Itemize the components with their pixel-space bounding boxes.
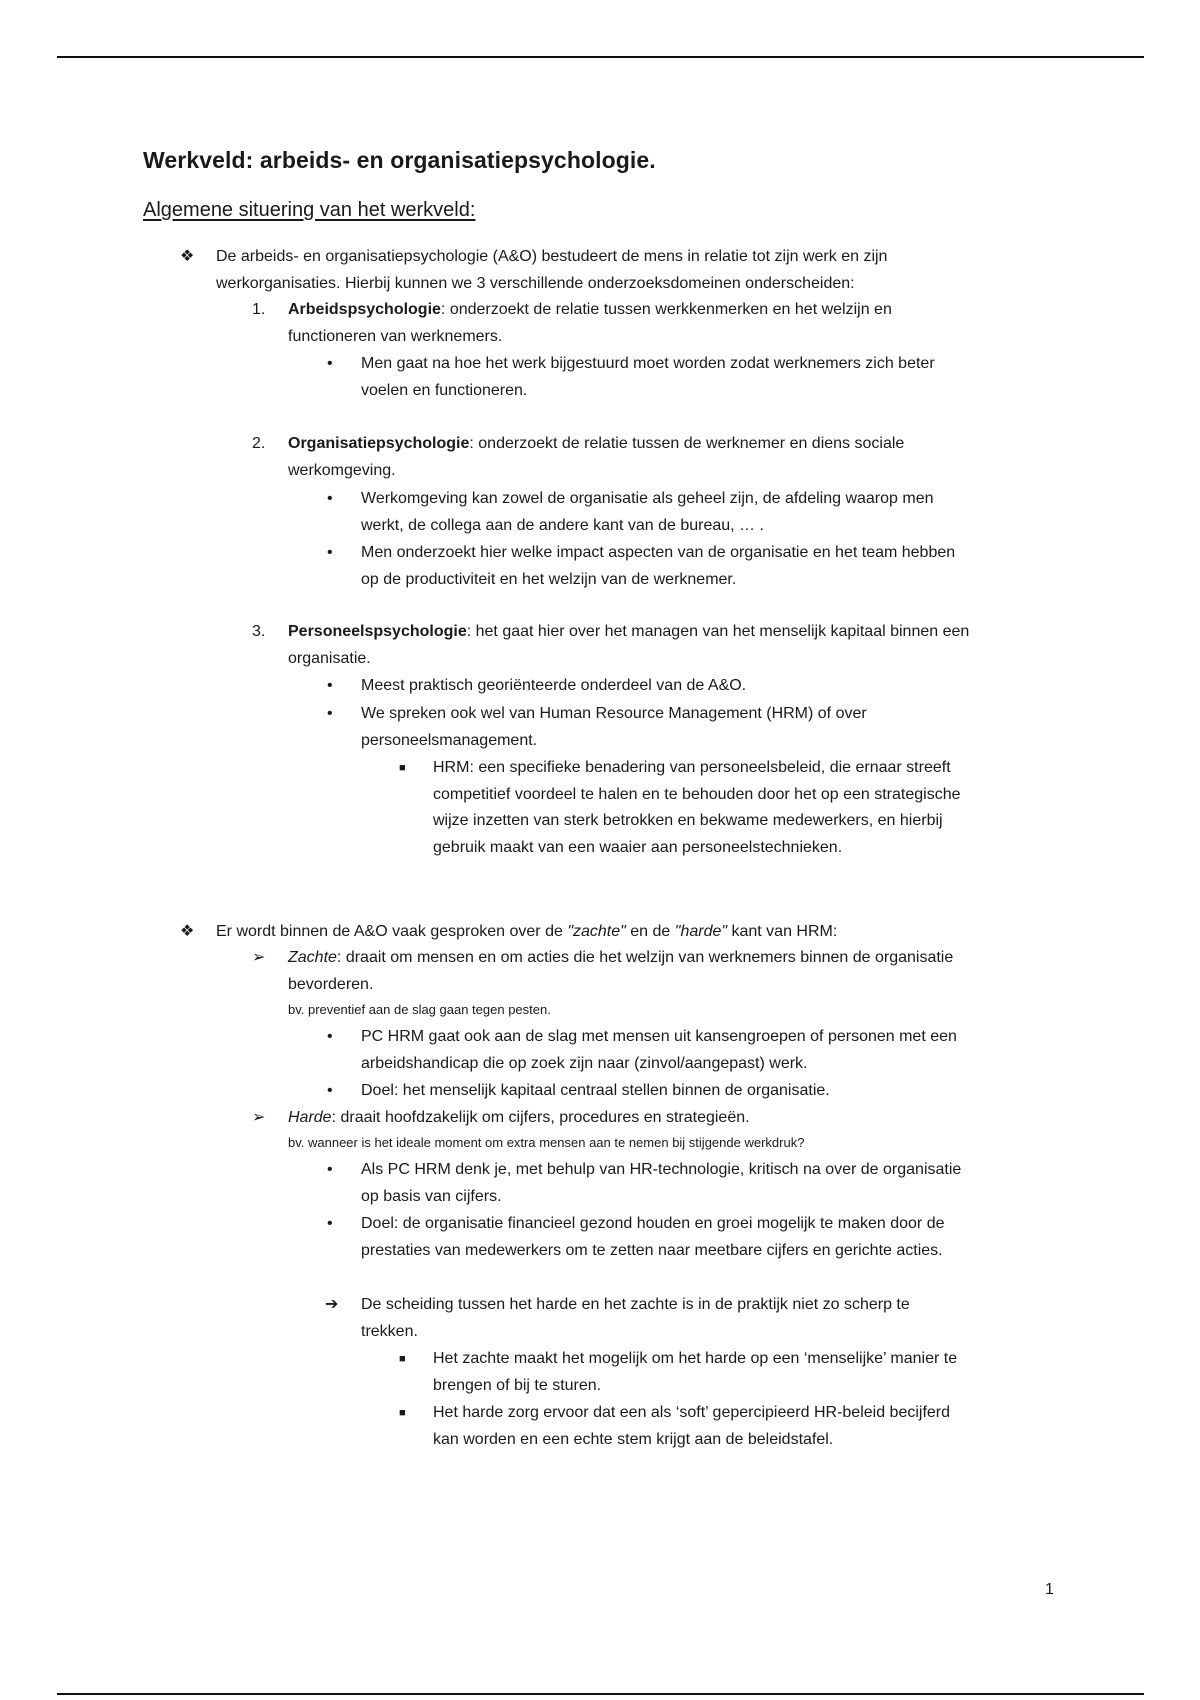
bullet-line: arbeidshandicap die op zoek zijn naar (zinvol/aangepast) werk. [361,1055,808,1072]
domain-number: 3. [252,623,266,640]
bullet-line: Doel: de organisatie financieel gezond houden en groei mogelijk te maken door de [361,1215,945,1232]
diamond-bullet-icon: ❖ [180,923,195,940]
arrowhead-bullet-icon: ➢ [252,949,266,966]
section-heading: Algemene situering van het werkveld: [143,199,476,221]
round-bullet-icon: • [327,1215,333,1232]
bullet-line: werkt, de collega aan de andere kant van de bureau, … . [361,517,764,534]
round-bullet-icon: • [327,677,333,694]
bullet-line: PC HRM gaat ook aan de slag met mensen uit kansengroepen of personen met een [361,1028,957,1045]
domain-line-2: organisatie. [288,650,371,667]
bullet-line: Men onderzoekt hier welke impact aspecten van de organisatie en het team hebben [361,544,956,561]
bullet-line: op basis van cijfers. [361,1188,502,1205]
bullet-line: prestaties van medewerkers om te zetten naar meetbare cijfers en gerichte acties. [361,1242,943,1259]
intro-line-2: werkorganisaties. Hierbij kunnen we 3 verschillende onderzoeksdomeinen onderscheiden: [216,275,855,292]
right-arrow-icon: ➔ [325,1296,339,1313]
square-bullet-icon: ■ [399,1353,406,1365]
bullet-line: Werkomgeving kan zowel de organisatie als geheel zijn, de afdeling waarop men [361,490,934,507]
domain-number: 2. [252,435,266,452]
round-bullet-icon: • [327,490,333,507]
diamond-bullet-icon: ❖ [180,248,195,265]
footer-rule [57,1693,1144,1695]
bullet-line: op de productiviteit en het welzijn van de werknemer. [361,571,737,588]
sub-bullet-line: competitief voordeel te halen en te behouden door het op een strategische [433,786,961,803]
round-bullet-icon: • [327,1161,333,1178]
soft-line-1: Zachte: draait om mensen en om acties die het welzijn van werknemers binnen de organisatie [288,949,954,966]
soft-line-2: bevorderen. [288,976,374,993]
bullet-line: Meest praktisch georiënteerde onderdeel van de A&O. [361,677,747,694]
sub-bullet-line: brengen of bij te sturen. [433,1377,602,1394]
sub-bullet-line: gebruik maakt van een waaier aan personeelstechnieken. [433,839,843,856]
conclusion-line: trekken. [361,1323,418,1340]
page-title: Werkveld: arbeids- en organisatiepsychologie. [143,147,656,173]
bullet-line: Men gaat na hoe het werk bijgestuurd moet worden zodat werknemers zich beter [361,355,935,372]
square-bullet-icon: ■ [399,762,406,774]
domain-line-1: Organisatiepsychologie: onderzoekt de relatie tussen de werknemer en diens sociale [288,435,905,452]
arrowhead-bullet-icon: ➢ [252,1109,266,1126]
hard-example: bv. wanneer is het ideale moment om extra mensen aan te nemen bij stijgende werkdruk? [288,1135,805,1150]
conclusion-line: De scheiding tussen het harde en het zachte is in de praktijk niet zo scherp te [361,1296,910,1313]
sub-bullet-line: kan worden en een echte stem krijgt aan de beleidstafel. [433,1431,834,1448]
domain-line-1: Arbeidspsychologie: onderzoekt de relatie tussen werkkenmerken en het welzijn en [288,301,892,318]
domain-line-1: Personeelspsychologie: het gaat hier over het managen van het menselijk kapitaal binnen een [288,623,970,640]
intro-line-1: De arbeids- en organisatiepsychologie (A&O) bestudeert de mens in relatie tot zijn werk en zijn [216,248,888,265]
page-number: 1 [1045,1581,1054,1598]
bullet-line: We spreken ook wel van Human Resource Management (HRM) of over [361,705,867,722]
square-bullet-icon: ■ [399,1407,406,1419]
round-bullet-icon: • [327,355,333,372]
header-rule [57,56,1144,58]
hard-line-1: Harde: draait hoofdzakelijk om cijfers, procedures en strategieën. [288,1109,750,1126]
bullet-line: Doel: het menselijk kapitaal centraal stellen binnen de organisatie. [361,1082,830,1099]
sub-bullet-line: Het harde zorg ervoor dat een als ‘soft’ gepercipieerd HR-beleid becijferd [433,1404,951,1421]
soft-example: bv. preventief aan de slag gaan tegen pesten. [288,1002,551,1017]
round-bullet-icon: • [327,705,333,722]
sub-bullet-line: wijze inzetten van sterk betrokken en bekwame medewerkers, en hierbij [433,812,943,829]
hrm-intro: Er wordt binnen de A&O vaak gesproken over de "zachte" en de "harde" kant van HRM: [216,923,838,940]
round-bullet-icon: • [327,1082,333,1099]
round-bullet-icon: • [327,1028,333,1045]
sub-bullet-line: HRM: een specifieke benadering van personeelsbeleid, die ernaar streeft [433,759,951,776]
domain-line-2: werkomgeving. [288,462,396,479]
bullet-line: Als PC HRM denk je, met behulp van HR-technologie, kritisch na over de organisatie [361,1161,962,1178]
sub-bullet-line: Het zachte maakt het mogelijk om het harde op een ‘menselijke’ manier te [433,1350,958,1367]
round-bullet-icon: • [327,544,333,561]
domain-line-2: functioneren van werknemers. [288,328,503,345]
bullet-line: personeelsmanagement. [361,732,538,749]
domain-number: 1. [252,301,266,318]
bullet-line: voelen en functioneren. [361,382,528,399]
